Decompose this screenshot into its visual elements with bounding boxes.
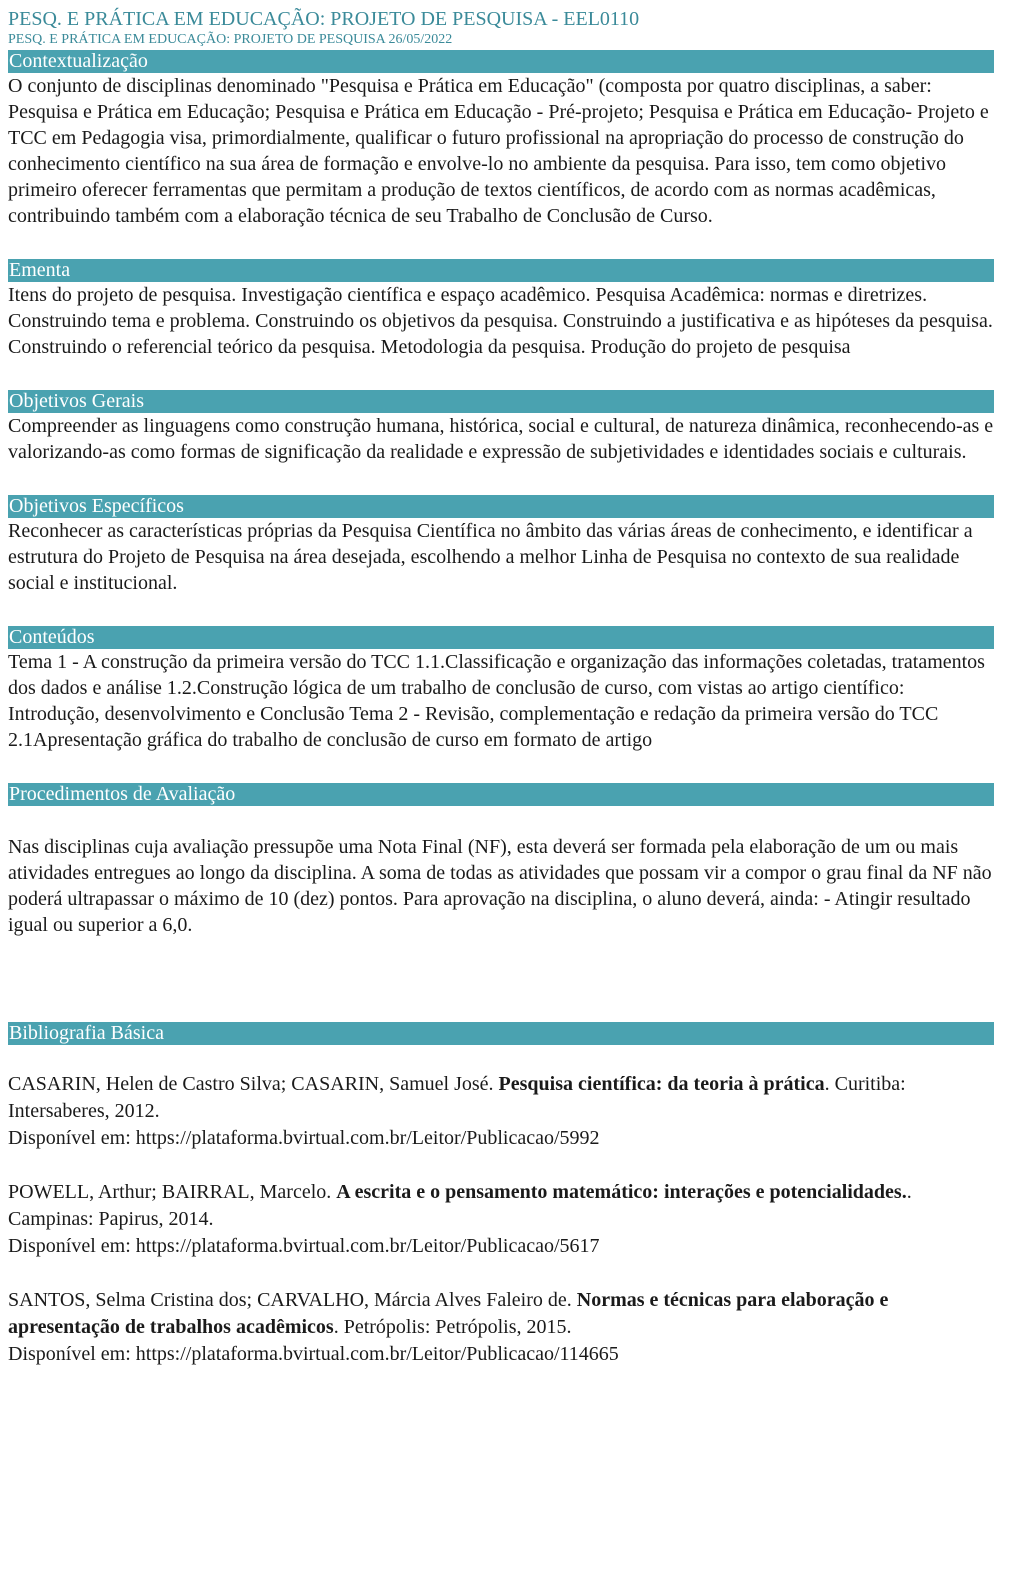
bibliography-entry [8, 1179, 994, 1260]
section-header-contextualizacao: Contextualização [8, 50, 994, 73]
section-body-conteudos: Tema 1 - A construção da primeira versão do TCC 1.1.Classificação e organização das informações coletadas, tratamentos dos dados e análise 1.2.Construção lógica de um trabalho de conclusão de curso, com vistas ao artigo científico: Introdução, desenvolvimento e Conclusão Tema 2 - Revisão, complementação e redação da primeira versão do TCC 2.1Apresentação gráfica do trabalho de conclusão de curso em formato de artigo [8, 651, 985, 751]
ref-publisher: . Curitiba: Intersaberes, 2012. [8, 1073, 906, 1122]
section-body-avaliacao: Nas disciplinas cuja avaliação pressupõe uma Nota Final (NF), esta deverá ser formada pela elaboração de um ou mais atividades entregues ao longo da disciplina. A soma de todas as atividades que possam vir a compor o grau final da NF não poderá ultrapassar o máximo de 10 (dez) pontos. Para aprovação na disciplina, o aluno deverá, ainda: - Atingir resultado igual ou superior a 6,0. [8, 836, 992, 936]
document-subtitle: PESQ. E PRÁTICA EM EDUCAÇÃO: PROJETO DE PESQUISA 26/05/2022 [8, 32, 453, 47]
bibliography-entry [8, 1287, 994, 1368]
ref-work-title: A escrita e o pensamento matemático: interações e potencialidades. [336, 1181, 907, 1203]
document-page [8, 0, 994, 1368]
ref-link[interactable]: Disponível em: https://plataforma.bvirtual.com.br/Leitor/Publicacao/5992 [8, 1127, 600, 1149]
document-title: PESQ. E PRÁTICA EM EDUCAÇÃO: PROJETO DE PESQUISA - EEL0110 [8, 8, 640, 30]
section-body-ementa: Itens do projeto de pesquisa. Investigação científica e espaço acadêmico. Pesquisa Acadêmica: normas e diretrizes. Construindo tema e problema. Construindo os objetivos da pesquisa. Construindo a justificativa e as hipóteses da pesquisa. Construindo o referencial teórico da pesquisa. Metodologia da pesquisa. Produção do projeto de pesquisa [8, 284, 993, 358]
ref-link[interactable]: Disponível em: https://plataforma.bvirtual.com.br/Leitor/Publicacao/5617 [8, 1235, 600, 1257]
section-header-conteudos: Conteúdos [8, 626, 994, 649]
ref-publisher: . Petrópolis: Petrópolis, 2015. [333, 1316, 572, 1338]
section-header-avaliacao: Procedimentos de Avaliação [8, 783, 994, 806]
ref-link[interactable]: Disponível em: https://plataforma.bvirtual.com.br/Leitor/Publicacao/114665 [8, 1343, 619, 1365]
section-body-contextualizacao: O conjunto de disciplinas denominado "Pesquisa e Prática em Educação" (composta por quatro disciplinas, a saber: Pesquisa e Prática em Educação; Pesquisa e Prática em Educação - Pré-projeto; Pesquisa e Prática em Educação- Projeto e TCC em Pedagogia visa, primordialmente, qualificar o futuro profissional na apropriação do processo de construção do conhecimento científico na sua área de formação e envolve-lo no ambiente da pesquisa. Para isso, tem como objetivo primeiro oferecer ferramentas que permitam a produção de textos científicos, de acordo com as normas acadêmicas, contribuindo também com a elaboração técnica de seu Trabalho de Conclusão de Curso. [8, 75, 989, 227]
ref-authors: POWELL, Arthur; BAIRRAL, Marcelo. [8, 1181, 337, 1203]
section-header-objetivos-gerais: Objetivos Gerais [8, 390, 994, 413]
section-header-objetivos-especificos: Objetivos Específicos [8, 495, 994, 518]
ref-authors: SANTOS, Selma Cristina dos; CARVALHO, Márcia Alves Faleiro de. [8, 1289, 577, 1311]
section-body-objetivos-gerais: Compreender as linguagens como construção humana, histórica, social e cultural, de natureza dinâmica, reconhecendo-as e valorizando-as como formas de significação da realidade e expressão de subjetividades e identidades sociais e culturais. [8, 415, 994, 463]
bibliography-entry [8, 1071, 994, 1152]
ref-authors: CASARIN, Helen de Castro Silva; CASARIN, Samuel José. [8, 1073, 499, 1095]
section-header-ementa: Ementa [8, 259, 994, 282]
ref-work-title: Pesquisa científica: da teoria à prática [498, 1073, 825, 1095]
section-header-bibliografia: Bibliografia Básica [8, 1022, 994, 1045]
section-body-objetivos-especificos: Reconhecer as características próprias da Pesquisa Científica no âmbito das várias áreas de conhecimento, e identificar a estrutura do Projeto de Pesquisa na área desejada, escolhendo a melhor Linha de Pesquisa no contexto de sua realidade social e institucional. [8, 520, 973, 594]
ref-work-title: Normas e técnicas para elaboração e apresentação de trabalhos acadêmicos [8, 1289, 889, 1338]
ref-publisher: . Campinas: Papirus, 2014. [8, 1181, 912, 1230]
